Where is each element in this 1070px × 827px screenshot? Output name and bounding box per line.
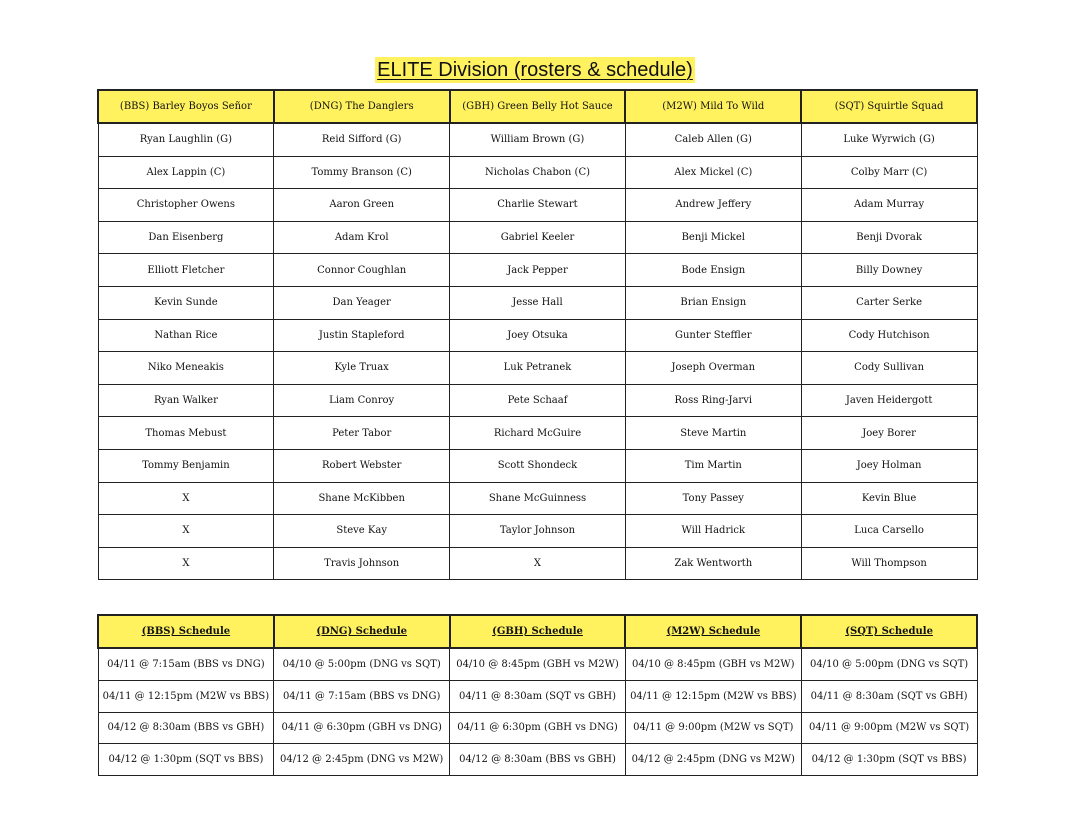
roster-cell: Ryan Laughlin (G) — [98, 123, 274, 156]
roster-cell: Shane McKibben — [274, 482, 450, 515]
roster-cell: Zak Wentworth — [625, 547, 801, 580]
roster-cell: Brian Ensign — [625, 286, 801, 319]
schedule-cell: 04/10 @ 5:00pm (DNG vs SQT) — [801, 648, 977, 680]
schedule-row — [98, 712, 977, 744]
roster-cell: Jesse Hall — [450, 286, 626, 319]
roster-cell: Gabriel Keeler — [450, 221, 626, 254]
roster-row — [98, 547, 977, 580]
roster-cell: Ross Ring-Jarvi — [625, 384, 801, 417]
roster-cell: Steve Martin — [625, 417, 801, 450]
roster-cell: Shane McGuinness — [450, 482, 626, 515]
roster-cell: Adam Krol — [274, 221, 450, 254]
roster-cell: Alex Mickel (C) — [625, 156, 801, 189]
schedule-header-bbs: (BBS) Schedule — [98, 615, 274, 648]
roster-cell: Richard McGuire — [450, 417, 626, 450]
schedule-cell: 04/11 @ 9:00pm (M2W vs SQT) — [625, 712, 801, 744]
schedule-cell: 04/11 @ 6:30pm (GBH vs DNG) — [450, 712, 626, 744]
roster-cell: Will Thompson — [801, 547, 977, 580]
roster-cell: Robert Webster — [274, 449, 450, 482]
roster-cell: Niko Meneakis — [98, 352, 274, 385]
schedule-cell: 04/11 @ 8:30am (SQT vs GBH) — [801, 680, 977, 712]
schedule-row — [98, 744, 977, 776]
roster-cell: Alex Lappin (C) — [98, 156, 274, 189]
roster-cell: Nathan Rice — [98, 319, 274, 352]
roster-cell: Kevin Sunde — [98, 286, 274, 319]
roster-cell: Tony Passey — [625, 482, 801, 515]
roster-cell: Gunter Steffler — [625, 319, 801, 352]
roster-cell: Justin Stapleford — [274, 319, 450, 352]
roster-cell: Caleb Allen (G) — [625, 123, 801, 156]
roster-table — [97, 89, 978, 580]
roster-row — [98, 417, 977, 450]
roster-cell: Joey Holman — [801, 449, 977, 482]
roster-header-m2w: (M2W) Mild To Wild — [625, 90, 801, 123]
roster-row — [98, 515, 977, 548]
roster-cell: Javen Heidergott — [801, 384, 977, 417]
roster-row — [98, 221, 977, 254]
schedule-cell: 04/12 @ 2:45pm (DNG vs M2W) — [274, 744, 450, 776]
roster-cell: Liam Conroy — [274, 384, 450, 417]
schedule-cell: 04/10 @ 8:45pm (GBH vs M2W) — [450, 648, 626, 680]
schedule-header-gbh: (GBH) Schedule — [450, 615, 626, 648]
schedule-cell: 04/12 @ 1:30pm (SQT vs BBS) — [801, 744, 977, 776]
roster-cell: Cody Sullivan — [801, 352, 977, 385]
roster-cell: Joseph Overman — [625, 352, 801, 385]
roster-cell: Luca Carsello — [801, 515, 977, 548]
roster-cell: Steve Kay — [274, 515, 450, 548]
roster-row — [98, 156, 977, 189]
roster-cell: Kevin Blue — [801, 482, 977, 515]
schedule-cell: 04/11 @ 7:15am (BBS vs DNG) — [274, 680, 450, 712]
roster-cell: Adam Murray — [801, 189, 977, 222]
roster-row — [98, 352, 977, 385]
schedule-header-sqt: (SQT) Schedule — [801, 615, 977, 648]
schedule-cell: 04/11 @ 8:30am (SQT vs GBH) — [450, 680, 626, 712]
schedule-cell: 04/12 @ 1:30pm (SQT vs BBS) — [98, 744, 274, 776]
page-title-container — [0, 57, 1070, 83]
roster-cell: Benji Mickel — [625, 221, 801, 254]
roster-cell: Carter Serke — [801, 286, 977, 319]
roster-cell: Benji Dvorak — [801, 221, 977, 254]
roster-cell: Luke Wyrwich (G) — [801, 123, 977, 156]
roster-cell: Andrew Jeffery — [625, 189, 801, 222]
roster-cell: Jack Pepper — [450, 254, 626, 287]
roster-cell: Luk Petranek — [450, 352, 626, 385]
roster-cell: Bode Ensign — [625, 254, 801, 287]
schedule-table — [97, 614, 978, 776]
roster-row — [98, 482, 977, 515]
roster-header-row — [98, 90, 977, 123]
schedule-cell: 04/11 @ 6:30pm (GBH vs DNG) — [274, 712, 450, 744]
roster-cell: Christopher Owens — [98, 189, 274, 222]
roster-cell: Travis Johnson — [274, 547, 450, 580]
roster-cell: Peter Tabor — [274, 417, 450, 450]
roster-cell: Pete Schaaf — [450, 384, 626, 417]
roster-row — [98, 384, 977, 417]
roster-cell: Tommy Branson (C) — [274, 156, 450, 189]
roster-header-dng: (DNG) The Danglers — [274, 90, 450, 123]
roster-row — [98, 189, 977, 222]
schedule-cell: 04/12 @ 8:30am (BBS vs GBH) — [98, 712, 274, 744]
schedule-header-row — [98, 615, 977, 648]
roster-cell: X — [98, 547, 274, 580]
roster-cell: Elliott Fletcher — [98, 254, 274, 287]
roster-cell: Charlie Stewart — [450, 189, 626, 222]
roster-cell: William Brown (G) — [450, 123, 626, 156]
roster-cell: Scott Shondeck — [450, 449, 626, 482]
roster-cell: Connor Coughlan — [274, 254, 450, 287]
roster-header-bbs: (BBS) Barley Boyos Señor — [98, 90, 274, 123]
schedule-cell: 04/11 @ 12:15pm (M2W vs BBS) — [625, 680, 801, 712]
roster-cell: Colby Marr (C) — [801, 156, 977, 189]
roster-cell: Aaron Green — [274, 189, 450, 222]
schedule-header-m2w: (M2W) Schedule — [625, 615, 801, 648]
roster-cell: X — [98, 515, 274, 548]
roster-cell: Billy Downey — [801, 254, 977, 287]
roster-cell: X — [450, 547, 626, 580]
roster-row — [98, 449, 977, 482]
schedule-cell: 04/10 @ 5:00pm (DNG vs SQT) — [274, 648, 450, 680]
roster-cell: Will Hadrick — [625, 515, 801, 548]
roster-cell: Dan Yeager — [274, 286, 450, 319]
roster-cell: Thomas Mebust — [98, 417, 274, 450]
schedule-cell: 04/12 @ 2:45pm (DNG vs M2W) — [625, 744, 801, 776]
roster-cell: X — [98, 482, 274, 515]
schedule-cell: 04/10 @ 8:45pm (GBH vs M2W) — [625, 648, 801, 680]
roster-cell: Reid Sifford (G) — [274, 123, 450, 156]
roster-cell: Taylor Johnson — [450, 515, 626, 548]
roster-cell: Nicholas Chabon (C) — [450, 156, 626, 189]
schedule-header-dng: (DNG) Schedule — [274, 615, 450, 648]
roster-cell: Tim Martin — [625, 449, 801, 482]
roster-row — [98, 286, 977, 319]
roster-cell: Tommy Benjamin — [98, 449, 274, 482]
roster-row — [98, 123, 977, 156]
roster-cell: Cody Hutchison — [801, 319, 977, 352]
page-title: ELITE Division (rosters & schedule) — [377, 59, 693, 81]
roster-cell: Joey Borer — [801, 417, 977, 450]
roster-row — [98, 319, 977, 352]
roster-cell: Joey Otsuka — [450, 319, 626, 352]
schedule-cell: 04/11 @ 9:00pm (M2W vs SQT) — [801, 712, 977, 744]
roster-header-gbh: (GBH) Green Belly Hot Sauce — [450, 90, 626, 123]
schedule-row — [98, 648, 977, 680]
schedule-cell: 04/11 @ 12:15pm (M2W vs BBS) — [98, 680, 274, 712]
schedule-cell: 04/11 @ 7:15am (BBS vs DNG) — [98, 648, 274, 680]
roster-cell: Dan Eisenberg — [98, 221, 274, 254]
roster-header-sqt: (SQT) Squirtle Squad — [801, 90, 977, 123]
roster-row — [98, 254, 977, 287]
schedule-row — [98, 680, 977, 712]
roster-cell: Kyle Truax — [274, 352, 450, 385]
schedule-cell: 04/12 @ 8:30am (BBS vs GBH) — [450, 744, 626, 776]
roster-cell: Ryan Walker — [98, 384, 274, 417]
